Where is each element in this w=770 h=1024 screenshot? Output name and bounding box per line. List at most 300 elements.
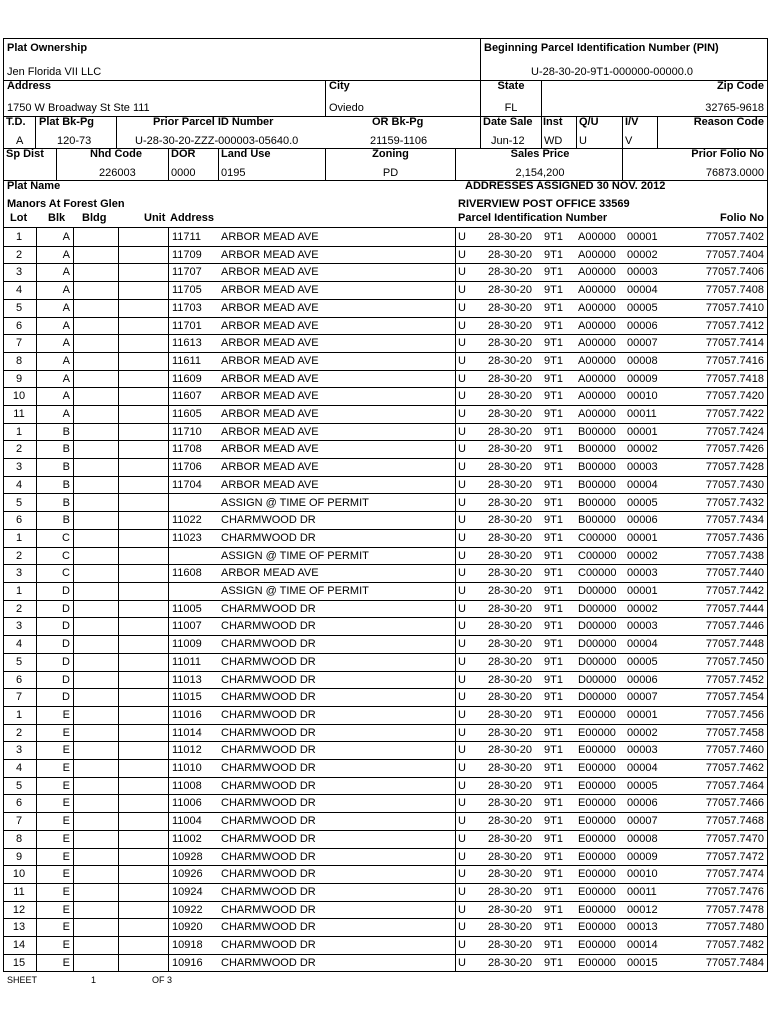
- cell-pin-subdivision: 9T1: [544, 709, 563, 721]
- cell-folio: 77057.7482: [705, 939, 764, 951]
- cell-pin-block: A00000: [578, 390, 616, 402]
- cell-pin-subdivision: 9T1: [544, 337, 563, 349]
- cell-blk: D: [62, 603, 70, 615]
- cell-house-number: 11022: [172, 514, 202, 526]
- cell-lot: 11: [13, 408, 25, 420]
- cell-pin-block: E00000: [578, 727, 616, 739]
- cell-street: CHARMWOOD DR: [221, 780, 316, 792]
- cell-lot: 8: [15, 355, 23, 367]
- cell-house-number: 10928: [172, 851, 203, 863]
- cell-blk: E: [62, 780, 70, 792]
- cell-lot: 1: [15, 532, 23, 544]
- state-label: State: [497, 80, 525, 92]
- nhd-code-value: 226003: [99, 167, 136, 179]
- cell-pin-lot: 00004: [627, 638, 658, 650]
- cell-pin-section: 28-30-20: [488, 266, 533, 278]
- cell-pin-lot: 00008: [627, 355, 658, 367]
- cell-pin-section: 28-30-20: [488, 939, 533, 951]
- cell-pin-prefix: U: [458, 408, 466, 420]
- cell-folio: 77057.7422: [705, 408, 764, 420]
- cell-pin-block: E00000: [578, 904, 616, 916]
- cell-street: ARBOR MEAD AVE: [221, 408, 319, 420]
- cell-lot: 10: [12, 868, 26, 880]
- cell-lot: 5: [15, 497, 23, 509]
- cell-folio: 77057.7444: [705, 603, 764, 615]
- cell-pin-block: E00000: [578, 939, 616, 951]
- cell-blk: C: [62, 567, 70, 579]
- cell-pin-block: A00000: [578, 373, 616, 385]
- sheet-label: SHEET: [7, 975, 38, 985]
- cell-pin-prefix: U: [458, 479, 466, 491]
- cell-pin-section: 28-30-20: [488, 904, 533, 916]
- cell-pin-prefix: U: [458, 567, 466, 579]
- cell-folio: 77057.7436: [705, 532, 764, 544]
- cell-pin-subdivision: 9T1: [544, 939, 563, 951]
- cell-pin-section: 28-30-20: [488, 532, 533, 544]
- cell-pin-section: 28-30-20: [488, 797, 533, 809]
- cell-lot: 3: [15, 266, 23, 278]
- grid-line: [116, 116, 117, 148]
- cell-pin-prefix: U: [458, 815, 466, 827]
- cell-lot: 3: [15, 744, 23, 756]
- cell-street: CHARMWOOD DR: [221, 691, 316, 703]
- cell-blk: A: [62, 390, 70, 402]
- cell-pin-block: B00000: [578, 443, 616, 455]
- cell-pin-subdivision: 9T1: [544, 797, 563, 809]
- td-value: A: [16, 135, 24, 147]
- cell-street: CHARMWOOD DR: [221, 868, 316, 880]
- cell-street: CHARMWOOD DR: [221, 815, 316, 827]
- cell-pin-prefix: U: [458, 603, 466, 615]
- zoning-value: PD: [382, 167, 399, 179]
- cell-street: ARBOR MEAD AVE: [221, 320, 319, 332]
- cell-pin-section: 28-30-20: [488, 886, 533, 898]
- cell-pin-block: B00000: [578, 514, 616, 526]
- cell-pin-section: 28-30-20: [488, 762, 533, 774]
- cell-pin-section: 28-30-20: [488, 620, 533, 632]
- cell-street: CHARMWOOD DR: [221, 514, 316, 526]
- grid-line: [35, 116, 36, 148]
- cell-pin-section: 28-30-20: [488, 426, 533, 438]
- cell-street: ARBOR MEAD AVE: [221, 461, 319, 473]
- cell-pin-prefix: U: [458, 355, 466, 367]
- cell-pin-block: D00000: [578, 603, 617, 615]
- cell-pin-block: E00000: [578, 780, 616, 792]
- cell-lot: 14: [12, 939, 26, 951]
- cell-pin-lot: 00013: [627, 921, 658, 933]
- cell-folio: 77057.7446: [705, 620, 764, 632]
- cell-house-number: 10922: [172, 904, 203, 916]
- cell-house-number: 11009: [172, 638, 202, 650]
- cell-pin-lot: 00002: [627, 249, 658, 261]
- cell-pin-subdivision: 9T1: [544, 780, 563, 792]
- cell-pin-lot: 00009: [627, 851, 658, 863]
- cell-folio: 77057.7452: [705, 674, 764, 686]
- cell-pin-lot: 00005: [627, 497, 658, 509]
- cell-lot: 2: [15, 550, 23, 562]
- cell-pin-section: 28-30-20: [488, 815, 533, 827]
- cell-pin-block: B00000: [578, 497, 616, 509]
- cell-pin-block: E00000: [578, 709, 616, 721]
- cell-street: CHARMWOOD DR: [221, 603, 316, 615]
- row-divider: [3, 653, 768, 654]
- cell-pin-subdivision: 9T1: [544, 266, 563, 278]
- grid-line: [480, 38, 481, 80]
- plat-name-label: Plat Name: [7, 180, 61, 192]
- cell-lot: 7: [15, 691, 23, 703]
- cell-folio: 77057.7406: [705, 266, 764, 278]
- cell-pin-prefix: U: [458, 461, 466, 473]
- cell-street: CHARMWOOD DR: [221, 886, 316, 898]
- row-divider: [3, 936, 768, 937]
- cell-folio: 77057.7476: [705, 886, 764, 898]
- col-header-address: Address: [170, 212, 215, 224]
- grid-line: [455, 148, 456, 180]
- cell-street: ARBOR MEAD AVE: [221, 337, 319, 349]
- cell-folio: 77057.7454: [705, 691, 764, 703]
- cell-pin-prefix: U: [458, 762, 466, 774]
- cell-folio: 77057.7434: [705, 514, 764, 526]
- grid-line: [622, 148, 623, 180]
- row-divider: [3, 848, 768, 849]
- cell-lot: 2: [15, 727, 23, 739]
- cell-pin-block: A00000: [578, 231, 616, 243]
- cell-pin-section: 28-30-20: [488, 780, 533, 792]
- cell-pin-section: 28-30-20: [488, 833, 533, 845]
- cell-pin-subdivision: 9T1: [544, 461, 563, 473]
- cell-street: ARBOR MEAD AVE: [221, 390, 319, 402]
- cell-pin-section: 28-30-20: [488, 727, 533, 739]
- grid-line: [325, 80, 326, 116]
- cell-pin-block: E00000: [578, 886, 616, 898]
- cell-house-number: 11007: [172, 620, 202, 632]
- cell-pin-section: 28-30-20: [488, 461, 533, 473]
- row-divider: [3, 511, 768, 512]
- cell-pin-section: 28-30-20: [488, 691, 533, 703]
- cell-house-number: 11016: [172, 709, 202, 721]
- cell-lot: 12: [12, 904, 26, 916]
- cell-blk: E: [62, 957, 70, 969]
- cell-house-number: 11707: [172, 266, 202, 278]
- cell-folio: 77057.7464: [705, 780, 764, 792]
- cell-house-number: 11609: [172, 373, 202, 385]
- cell-pin-prefix: U: [458, 921, 466, 933]
- cell-lot: 2: [15, 249, 23, 261]
- cell-house-number: 11015: [172, 691, 202, 703]
- cell-pin-lot: 00001: [627, 585, 658, 597]
- cell-street: CHARMWOOD DR: [221, 851, 316, 863]
- cell-blk: D: [62, 585, 70, 597]
- cell-lot: 7: [15, 815, 23, 827]
- cell-folio: 77057.7468: [705, 815, 764, 827]
- cell-lot: 1: [15, 231, 23, 243]
- cell-blk: A: [62, 231, 70, 243]
- cell-pin-section: 28-30-20: [488, 957, 533, 969]
- cell-pin-subdivision: 9T1: [544, 408, 563, 420]
- cell-pin-subdivision: 9T1: [544, 674, 563, 686]
- cell-folio: 77057.7424: [705, 426, 764, 438]
- cell-house-number: 11005: [172, 603, 202, 615]
- cell-folio: 77057.7414: [705, 337, 764, 349]
- cell-pin-block: D00000: [578, 620, 617, 632]
- row-divider: [3, 281, 768, 282]
- cell-pin-lot: 00002: [627, 727, 658, 739]
- col-header-blk: Blk: [48, 212, 66, 224]
- row-divider: [3, 794, 768, 795]
- or-bkpg-label: OR Bk-Pg: [372, 116, 424, 128]
- dor-value: 0000: [171, 167, 196, 179]
- cell-folio: 77057.7440: [705, 567, 764, 579]
- cell-pin-section: 28-30-20: [488, 443, 533, 455]
- cell-folio: 77057.7410: [705, 302, 764, 314]
- cell-street: ARBOR MEAD AVE: [221, 426, 319, 438]
- cell-pin-block: E00000: [578, 762, 616, 774]
- cell-blk: A: [62, 337, 70, 349]
- cell-blk: B: [62, 461, 70, 473]
- cell-blk: A: [62, 408, 70, 420]
- cell-house-number: 11607: [172, 390, 202, 402]
- cell-pin-prefix: U: [458, 373, 466, 385]
- cell-folio: 77057.7450: [705, 656, 764, 668]
- row-divider: [3, 299, 768, 300]
- cell-pin-lot: 00004: [627, 762, 658, 774]
- cell-folio: 77057.7408: [705, 284, 764, 296]
- cell-pin-lot: 00005: [627, 656, 658, 668]
- cell-pin-prefix: U: [458, 249, 466, 261]
- cell-pin-prefix: U: [458, 532, 466, 544]
- cell-pin-subdivision: 9T1: [544, 656, 563, 668]
- cell-pin-prefix: U: [458, 550, 466, 562]
- cell-pin-prefix: U: [458, 390, 466, 402]
- cell-blk: E: [62, 762, 70, 774]
- cell-street: CHARMWOOD DR: [221, 620, 316, 632]
- row-divider: [3, 334, 768, 335]
- cell-pin-prefix: U: [458, 284, 466, 296]
- cell-lot: 4: [15, 284, 23, 296]
- qu-label: Q/U: [579, 116, 599, 128]
- cell-blk: B: [62, 426, 70, 438]
- cell-blk: B: [62, 514, 70, 526]
- row-divider: [3, 317, 768, 318]
- cell-lot: 8: [15, 833, 23, 845]
- cell-house-number: 11710: [172, 426, 202, 438]
- cell-lot: 6: [15, 797, 23, 809]
- row-divider: [3, 706, 768, 707]
- cell-pin-section: 28-30-20: [488, 284, 533, 296]
- cell-pin-lot: 00004: [627, 284, 658, 296]
- cell-folio: 77057.7448: [705, 638, 764, 650]
- cell-street: CHARMWOOD DR: [221, 939, 316, 951]
- plat-bkpg-value: 120-73: [57, 135, 92, 147]
- row-divider: [3, 246, 768, 247]
- cell-pin-lot: 00007: [627, 815, 658, 827]
- cell-pin-block: D00000: [578, 585, 617, 597]
- cell-pin-section: 28-30-20: [488, 408, 533, 420]
- cell-pin-prefix: U: [458, 266, 466, 278]
- cell-pin-block: A00000: [578, 302, 616, 314]
- row-divider: [3, 901, 768, 902]
- row-divider: [3, 759, 768, 760]
- col-header-unit: Unit: [144, 212, 166, 224]
- cell-house-number: 11008: [172, 780, 202, 792]
- cell-folio: 77057.7466: [705, 797, 764, 809]
- cell-pin-subdivision: 9T1: [544, 514, 563, 526]
- cell-pin-block: E00000: [578, 797, 616, 809]
- cell-pin-block: E00000: [578, 744, 616, 756]
- cell-pin-subdivision: 9T1: [544, 320, 563, 332]
- pin-value: U-28-30-20-9T1-000000-00000.0: [531, 66, 694, 78]
- cell-house-number: 10920: [172, 921, 203, 933]
- row-divider: [3, 405, 768, 406]
- cell-house-number: 11611: [172, 355, 201, 367]
- row-divider: [3, 777, 768, 778]
- cell-pin-subdivision: 9T1: [544, 302, 563, 314]
- cell-pin-lot: 00011: [627, 886, 657, 898]
- row-divider: [3, 582, 768, 583]
- cell-pin-subdivision: 9T1: [544, 957, 563, 969]
- cell-lot: 3: [15, 620, 23, 632]
- cell-pin-subdivision: 9T1: [544, 815, 563, 827]
- cell-pin-prefix: U: [458, 939, 466, 951]
- cell-house-number: 11012: [172, 744, 202, 756]
- cell-blk: B: [62, 479, 70, 491]
- cell-street: ARBOR MEAD AVE: [221, 284, 319, 296]
- row-divider: [3, 458, 768, 459]
- grid-line: [622, 116, 623, 148]
- cell-pin-subdivision: 9T1: [544, 443, 563, 455]
- cell-lot: 1: [15, 709, 23, 721]
- row-divider: [3, 671, 768, 672]
- cell-pin-section: 28-30-20: [488, 337, 533, 349]
- cell-street: CHARMWOOD DR: [221, 656, 316, 668]
- sales-price-label: Sales Price: [510, 148, 570, 160]
- cell-pin-block: A00000: [578, 284, 616, 296]
- cell-blk: C: [62, 532, 70, 544]
- cell-house-number: 11011: [172, 656, 201, 668]
- cell-pin-section: 28-30-20: [488, 851, 533, 863]
- prior-folio-label: Prior Folio No: [691, 148, 764, 160]
- cell-pin-block: E00000: [578, 851, 616, 863]
- iv-value: V: [625, 135, 633, 147]
- cell-blk: E: [62, 815, 70, 827]
- cell-street: ARBOR MEAD AVE: [221, 443, 319, 455]
- cell-house-number: 11013: [172, 674, 202, 686]
- cell-pin-prefix: U: [458, 709, 466, 721]
- cell-pin-lot: 00001: [627, 709, 658, 721]
- zip-value: 32765-9618: [705, 102, 764, 114]
- state-value: FL: [504, 102, 518, 114]
- grid-line: [480, 116, 481, 148]
- cell-pin-subdivision: 9T1: [544, 532, 563, 544]
- cell-pin-prefix: U: [458, 426, 466, 438]
- cell-house-number: 11613: [172, 337, 202, 349]
- cell-pin-section: 28-30-20: [488, 514, 533, 526]
- cell-folio: 77057.7420: [705, 390, 764, 402]
- cell-pin-prefix: U: [458, 585, 466, 597]
- cell-pin-lot: 00006: [627, 320, 658, 332]
- row-divider: [3, 954, 768, 955]
- cell-pin-prefix: U: [458, 231, 466, 243]
- cell-pin-section: 28-30-20: [488, 390, 533, 402]
- inst-label: Inst: [543, 116, 563, 128]
- date-sale-label: Date Sale: [483, 116, 533, 128]
- cell-pin-section: 28-30-20: [488, 868, 533, 880]
- cell-pin-prefix: U: [458, 302, 466, 314]
- prior-folio-value: 76873.0000: [705, 167, 764, 179]
- cell-pin-block: C00000: [578, 550, 617, 562]
- cell-pin-block: D00000: [578, 691, 617, 703]
- cell-street: CHARMWOOD DR: [221, 921, 316, 933]
- cell-street: ARBOR MEAD AVE: [221, 249, 319, 261]
- cell-street: ASSIGN @ TIME OF PERMIT: [221, 497, 369, 509]
- cell-pin-lot: 00005: [627, 780, 658, 792]
- cell-pin-section: 28-30-20: [488, 638, 533, 650]
- cell-pin-lot: 00002: [627, 603, 658, 615]
- cell-folio: 77057.7480: [705, 921, 764, 933]
- cell-pin-subdivision: 9T1: [544, 727, 563, 739]
- cell-house-number: 11703: [172, 302, 202, 314]
- prior-parcel-value: U-28-30-20-ZZZ-000003-05640.0: [135, 135, 299, 147]
- row-divider: [3, 547, 768, 548]
- sheet-of: OF 3: [152, 975, 173, 985]
- cell-pin-section: 28-30-20: [488, 479, 533, 491]
- cell-folio: 77057.7412: [705, 320, 764, 332]
- cell-street: ARBOR MEAD AVE: [221, 266, 319, 278]
- grid-line: [657, 116, 658, 148]
- pin-label: Beginning Parcel Identification Number (PIN): [484, 42, 719, 54]
- cell-pin-lot: 00003: [627, 620, 658, 632]
- cell-blk: E: [62, 833, 70, 845]
- cell-pin-section: 28-30-20: [488, 585, 533, 597]
- or-bkpg-value: 21159-1106: [370, 135, 428, 147]
- cell-pin-block: E00000: [578, 815, 616, 827]
- cell-pin-subdivision: 9T1: [544, 921, 563, 933]
- cell-pin-block: B00000: [578, 426, 616, 438]
- cell-lot: 11: [13, 886, 25, 898]
- cell-lot: 9: [15, 851, 23, 863]
- cell-blk: E: [62, 904, 70, 916]
- cell-pin-prefix: U: [458, 656, 466, 668]
- grid-line: [3, 38, 768, 39]
- cell-house-number: 11605: [172, 408, 202, 420]
- dor-label: DOR: [171, 148, 196, 160]
- cell-house-number: 11006: [172, 797, 202, 809]
- cell-lot: 3: [15, 461, 23, 473]
- cell-blk: A: [62, 284, 70, 296]
- cell-blk: E: [62, 921, 70, 933]
- cell-blk: E: [62, 868, 70, 880]
- row-divider: [3, 564, 768, 565]
- cell-pin-lot: 00014: [627, 939, 658, 951]
- row-divider: [3, 971, 768, 972]
- cell-lot: 1: [15, 585, 23, 597]
- owner-name: Jen Florida VII LLC: [7, 66, 102, 78]
- cell-pin-block: E00000: [578, 957, 616, 969]
- cell-house-number: 11706: [172, 461, 202, 473]
- cell-blk: A: [62, 355, 70, 367]
- cell-pin-subdivision: 9T1: [544, 638, 563, 650]
- cell-street: CHARMWOOD DR: [221, 709, 316, 721]
- cell-blk: B: [62, 497, 70, 509]
- row-divider: [3, 865, 768, 866]
- grid-line: [767, 38, 768, 972]
- cell-pin-block: A00000: [578, 249, 616, 261]
- cell-pin-block: A00000: [578, 355, 616, 367]
- cell-pin-subdivision: 9T1: [544, 868, 563, 880]
- cell-lot: 6: [15, 320, 23, 332]
- cell-house-number: 11711: [172, 231, 201, 243]
- cell-pin-block: A00000: [578, 337, 616, 349]
